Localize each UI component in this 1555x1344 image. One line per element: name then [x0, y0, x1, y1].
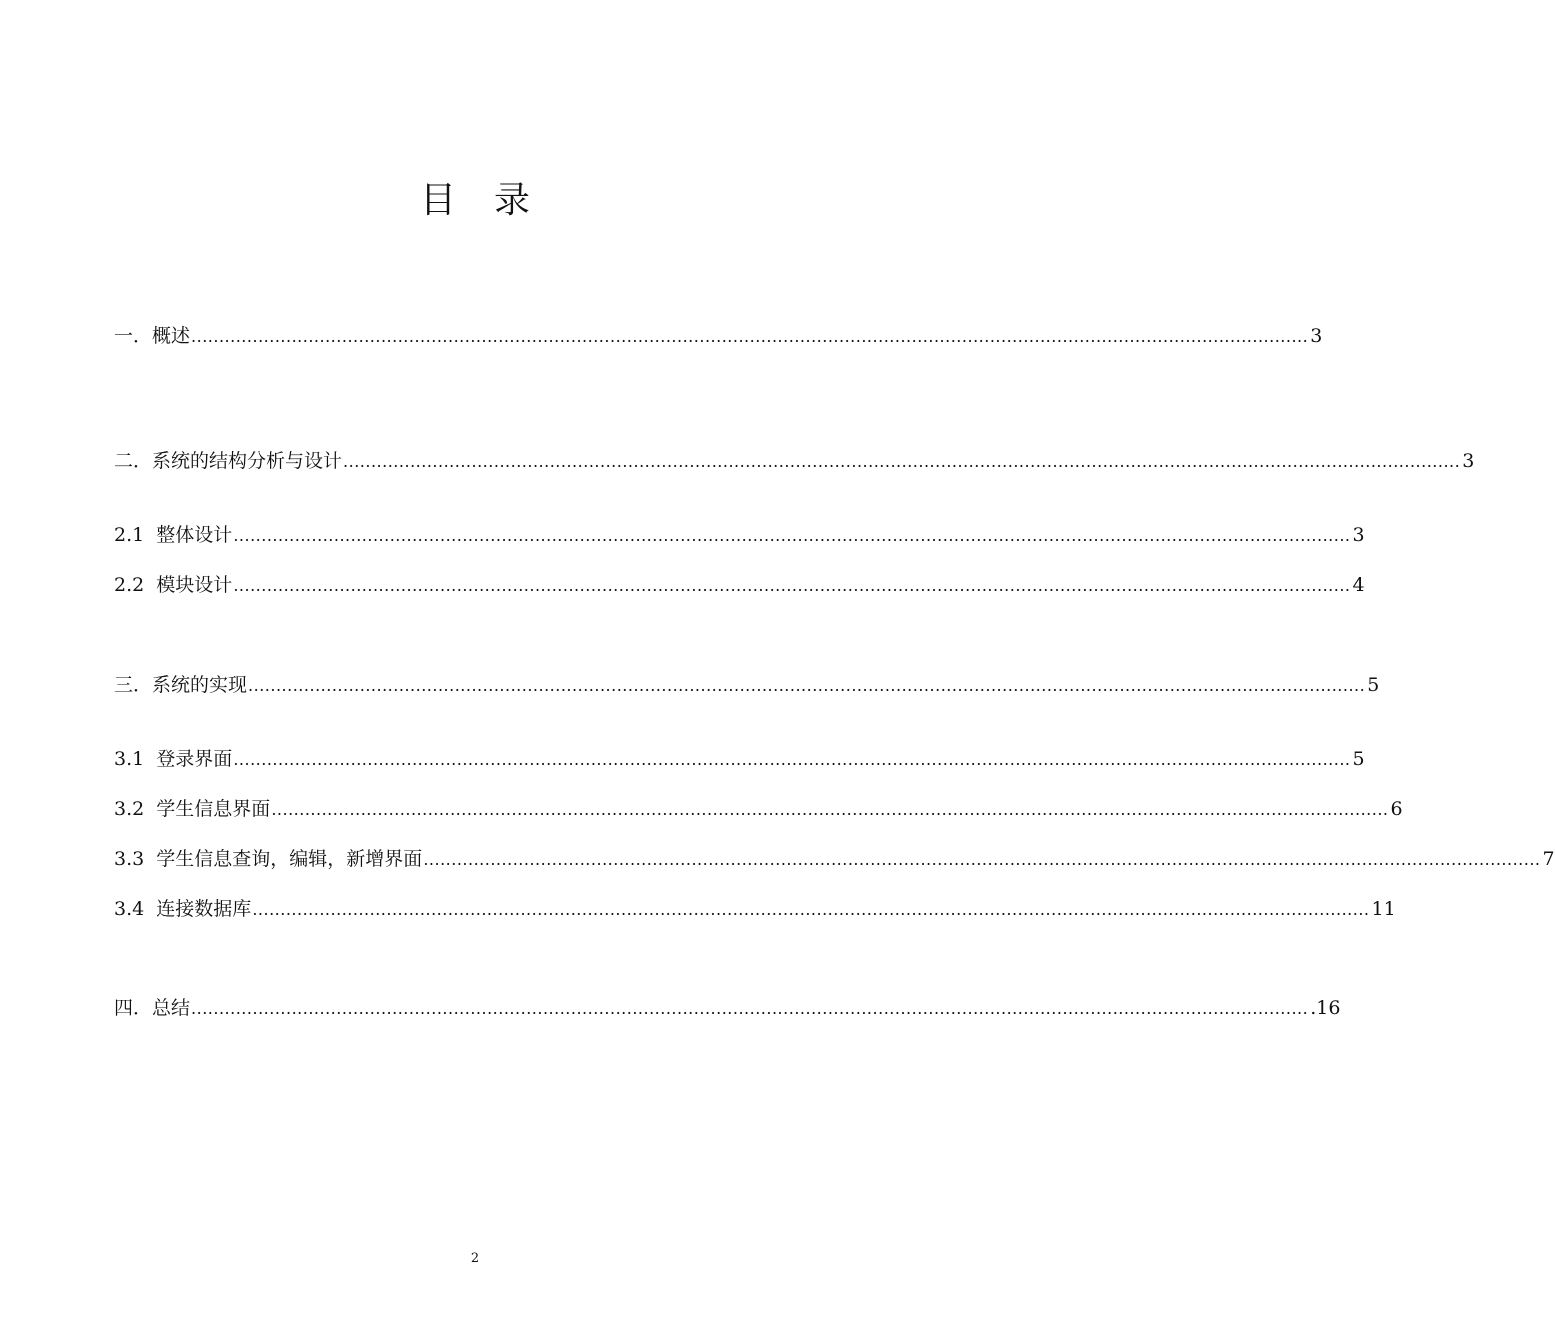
toc-entry-page: 4: [1352, 574, 1365, 596]
toc-entry-4[interactable]: [114, 573, 1365, 598]
toc-entry-number: 3.3: [114, 848, 157, 870]
toc-entry-number: 2.1: [114, 524, 157, 546]
toc-entry-label: 整体设计: [156, 524, 233, 546]
toc-leader-dots: ........................................................................................................................................................................................................: [248, 676, 1366, 695]
toc-entry-6[interactable]: [114, 747, 1365, 772]
toc-entry-label: 系统的结构分析与设计: [152, 450, 343, 472]
toc-entry-number: 三．: [114, 674, 153, 696]
page-title: [0, 172, 950, 223]
toc-entry-page: 7: [1542, 848, 1555, 870]
page-number: 2: [470, 1251, 480, 1266]
toc-entry-number: 二．: [114, 450, 153, 472]
toc-entry-page: 3: [1352, 524, 1365, 546]
toc-leader-dots: ........................................................................................................................................................................................................: [233, 750, 1351, 769]
toc-entry-7[interactable]: [114, 797, 1403, 822]
toc-entry-label: 模块设计: [156, 574, 233, 596]
toc-entry-label: 总结: [152, 997, 191, 1019]
toc-entry-label: 系统的实现: [152, 674, 248, 696]
toc-entry-page: 6: [1390, 798, 1403, 820]
toc-leader-dots: ........................................................................................................................................................................................................: [233, 526, 1351, 545]
toc-leader-dots: ........................................................................................................................................................................................................: [233, 576, 1351, 595]
toc-entry-9[interactable]: [114, 897, 1396, 922]
toc-entry-label: 学生信息界面: [156, 798, 271, 820]
toc-entry-page: 5: [1352, 748, 1365, 770]
toc-entry-page: 3: [1462, 450, 1475, 472]
toc-entry-number: 3.1: [114, 748, 157, 770]
toc-leader-dots: ........................................................................................................................................................................................................: [343, 452, 1461, 471]
toc-entry-page: .16: [1310, 997, 1341, 1019]
title-char-1: 目: [419, 180, 456, 221]
toc-entry-label: 概述: [152, 325, 191, 347]
toc-entry-number: 一．: [114, 325, 153, 347]
title-char-2: 录: [494, 180, 531, 221]
toc-leader-dots: ........................................................................................................................................................................................................: [191, 999, 1309, 1018]
toc-entry-2[interactable]: [114, 449, 1475, 474]
toc-leader-dots: ........................................................................................................................................................................................................: [271, 800, 1389, 819]
toc-leader-dots: ........................................................................................................................................................................................................: [252, 900, 1370, 919]
toc-entry-number: 2.2: [114, 574, 157, 596]
toc-entry-page: 3: [1310, 325, 1323, 347]
toc-leader-dots: ........................................................................................................................................................................................................: [191, 327, 1309, 346]
toc-leader-dots: ........................................................................................................................................................................................................: [423, 850, 1541, 869]
toc-entry-8[interactable]: [114, 847, 1555, 872]
toc-entry-label: 连接数据库: [156, 898, 252, 920]
toc-entry-page: 5: [1367, 674, 1380, 696]
toc-entry-10[interactable]: [114, 996, 1341, 1021]
toc-entry-5[interactable]: [114, 673, 1380, 698]
toc-entry-number: 四．: [114, 997, 153, 1019]
toc-entry-number: 3.4: [114, 898, 157, 920]
toc-entry-number: 3.2: [114, 798, 157, 820]
toc-entry-label: 学生信息查询，编辑，新增界面: [156, 848, 423, 870]
toc-entry-page: 11: [1371, 898, 1396, 920]
toc-entry-3[interactable]: [114, 523, 1365, 548]
toc-entry-label: 登录界面: [156, 748, 233, 770]
toc-entry-1[interactable]: [114, 324, 1323, 349]
